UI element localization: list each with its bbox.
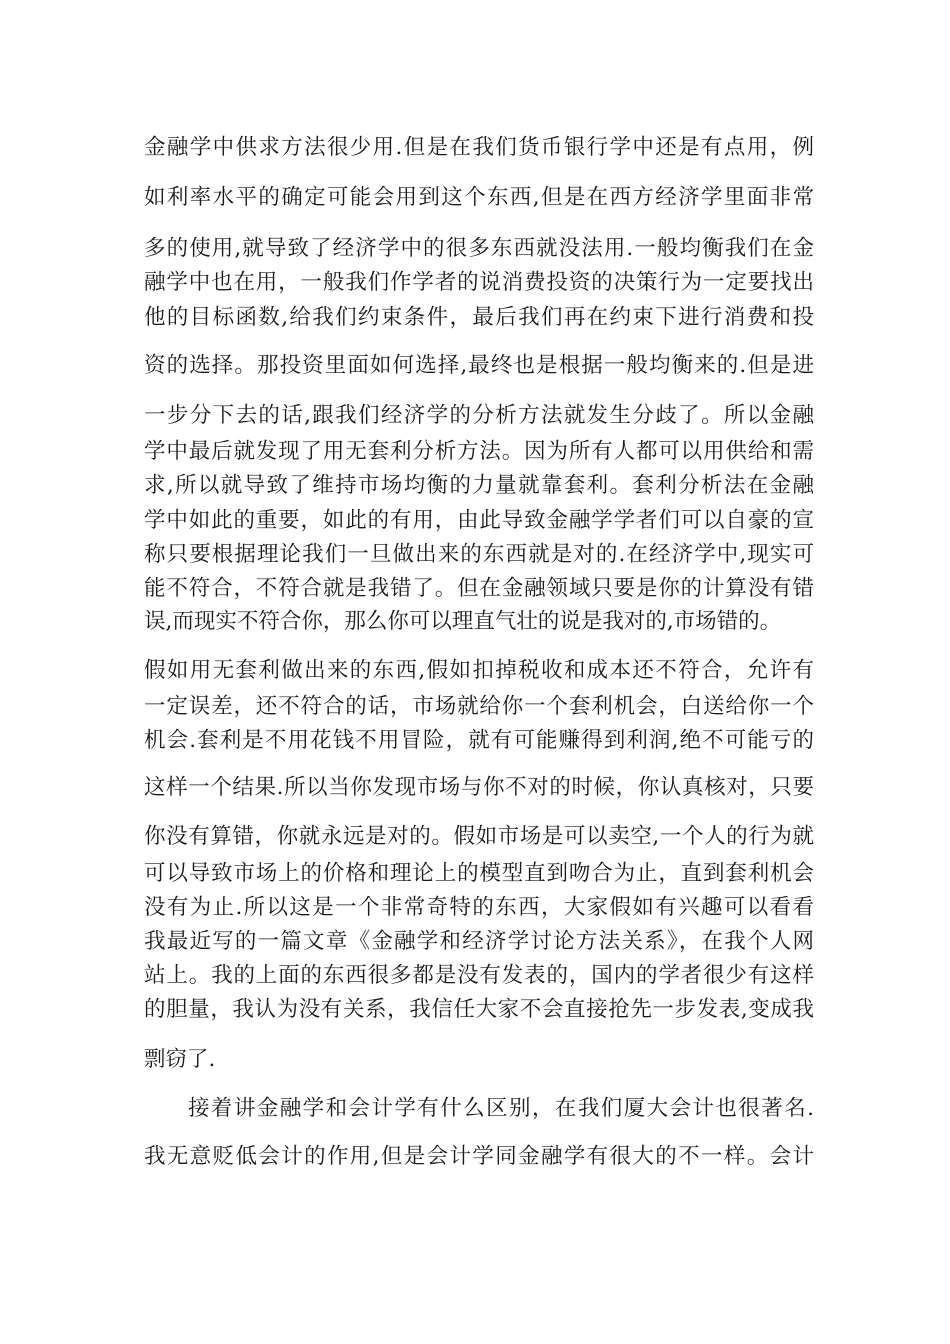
- text-line-10: 学中如此的重要，如此的有用，由此导致金融学学者们可以自豪的宣: [144, 508, 814, 533]
- text-line-23: 的胆量，我认为没有关系，我信任大家不会直接抢先一步发表,变成我: [144, 997, 814, 1022]
- text-line-12: 能不符合，不符合就是我错了。但在金融领域只要是你的计算没有错: [144, 576, 814, 601]
- text-line-1: 金融学中供求方法很少用.但是在我们货币银行学中还是有点用，例: [144, 135, 814, 160]
- text-line-18: 你没有算错，你就永远是对的。假如市场是可以卖空,一个人的行为就: [144, 824, 814, 849]
- text-line-4: 融学中也在用，一般我们作学者的说消费投资的决策行为一定要找出: [144, 270, 814, 295]
- text-line-15: 一定误差，还不符合的话，市场就给你一个套利机会，白送给你一个: [144, 694, 814, 719]
- text-line-16: 机会.套利是不用花钱不用冒险，就有可能赚得到利润,绝不可能亏的: [144, 728, 814, 753]
- text-line-19: 可以导致市场上的价格和理论上的模型直到吻合为止，直到套利机会: [144, 861, 814, 886]
- text-line-24: 剽窃了.: [144, 1047, 216, 1072]
- text-line-9: 求,所以就导致了维持市场均衡的力量就靠套利。套利分析法在金融: [144, 473, 814, 498]
- text-line-6: 资的选择。那投资里面如何选择,最终也是根据一般均衡来的.但是进: [144, 353, 814, 378]
- text-line-7: 一步分下去的话,跟我们经济学的分析方法就发生分歧了。所以金融: [144, 403, 814, 428]
- text-line-17: 这样一个结果.所以当你发现市场与你不对的时候，你认真核对，只要: [144, 775, 814, 800]
- text-line-14: 假如用无套利做出来的东西,假如扣掉税收和成本还不符合，允许有: [144, 658, 814, 683]
- text-line-22: 站上。我的上面的东西很多都是没有发表的，国内的学者很少有这样: [144, 963, 814, 988]
- text-line-11: 称只要根据理论我们一旦做出来的东西就是对的.在经济学中,现实可: [144, 542, 814, 567]
- text-line-3: 多的使用,就导致了经济学中的很多东西就没法用.一般均衡我们在金: [144, 236, 814, 261]
- text-line-25: 接着讲金融学和会计学有什么区别，在我们厦大会计也很著名.: [188, 1096, 814, 1121]
- text-line-20: 没有为止.所以这是一个非常奇特的东西，大家假如有兴趣可以看看: [144, 895, 814, 920]
- text-line-8: 学中最后就发现了用无套利分析方法。因为所有人都可以用供给和需: [144, 439, 814, 464]
- text-line-5: 他的目标函数,给我们约束条件，最后我们再在约束下进行消费和投: [144, 305, 814, 330]
- text-line-26: 我无意贬低会计的作用,但是会计学同金融学有很大的不一样。会计: [144, 1144, 814, 1169]
- text-line-21: 我最近写的一篇文章《金融学和经济学讨论方法关系》，在我个人网: [144, 929, 814, 954]
- text-line-2: 如利率水平的确定可能会用到这个东西,但是在西方经济学里面非常: [144, 185, 814, 210]
- text-line-13: 误,而现实不符合你，那么你可以理直气壮的说是我对的,市场错的。: [144, 609, 782, 634]
